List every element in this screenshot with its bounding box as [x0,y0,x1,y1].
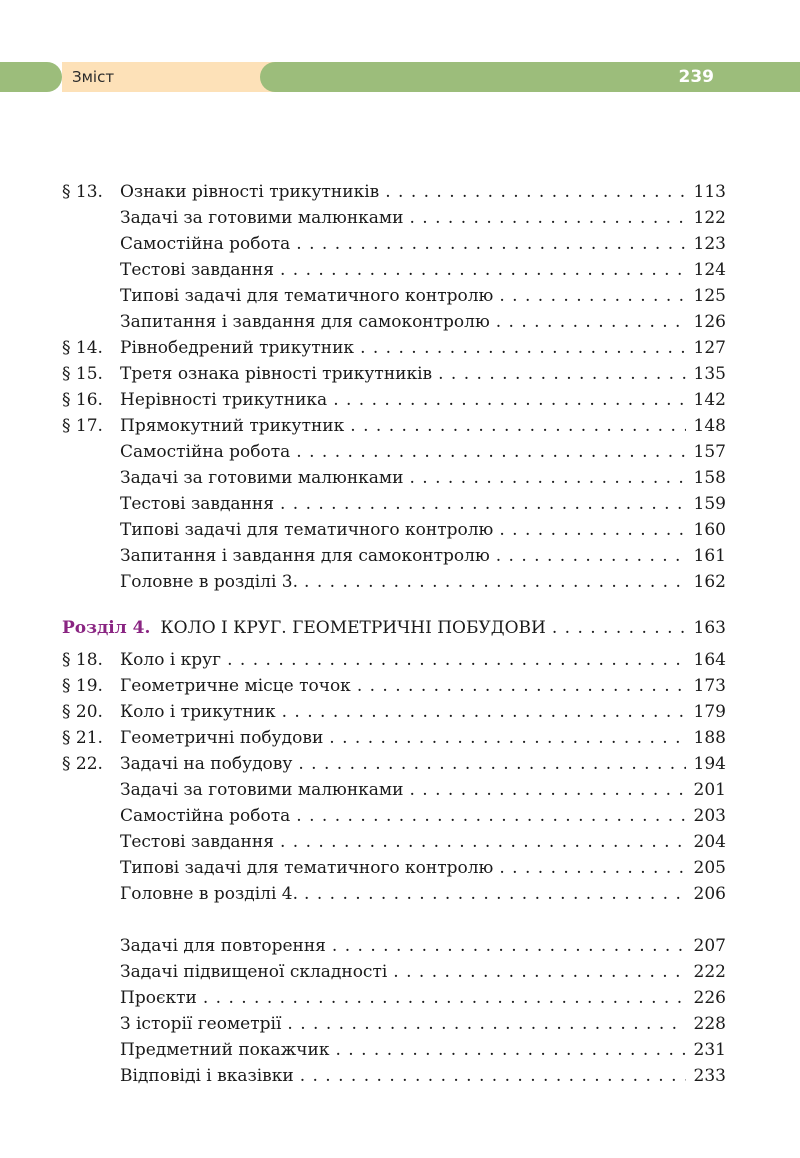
toc-entry[interactable] [62,517,726,543]
dot-leader [280,257,686,283]
entry-page: 148 [693,416,726,436]
entry-page: 194 [693,754,726,774]
toc-entry[interactable] [62,205,726,231]
entry-title: Тестові завдання [120,832,274,852]
section-number: § 14. [62,338,103,358]
entry-page: 135 [693,364,726,384]
dot-leader [409,465,686,491]
dot-leader [296,231,686,257]
entry-title: Тестові завдання [120,260,274,280]
entry-title: Відповіді і вказівки [120,1066,294,1086]
entry-page: 126 [693,312,726,332]
dot-leader [304,569,686,595]
entry-title: Типові задачі для тематичного контролю [120,520,494,540]
dot-leader [409,777,686,803]
dot-leader [496,309,686,335]
section-number: § 19. [62,676,103,696]
toc-entry[interactable] [62,179,726,205]
toc-entry[interactable] [62,491,726,517]
section-number: § 22. [62,754,103,774]
chapter-title: КОЛО І КРУГ. ГЕОМЕТРИЧНІ ПОБУДОВИ [160,618,546,638]
dot-leader [438,361,686,387]
toc-entry[interactable] [62,413,726,439]
header-title: Зміст [72,68,115,86]
entry-title: Нерівності трикутника [120,390,328,410]
entry-title: Задачі підвищеної складності [120,962,388,982]
entry-page: 123 [693,234,726,254]
entry-title: Задачі за готовими малюнками [120,468,404,488]
toc-entry[interactable] [62,855,726,881]
entry-page: 179 [693,702,726,722]
entry-title: Геометричні побудови [120,728,324,748]
entry-page: 226 [693,988,726,1008]
section-number: § 16. [62,390,103,410]
entry-page: 160 [693,520,726,540]
header-right-band [260,62,800,92]
chapter-page: 163 [693,618,726,638]
toc-entry[interactable] [62,361,726,387]
dot-leader [280,829,686,855]
section-number: § 13. [62,182,103,202]
toc-entry[interactable] [62,1037,726,1063]
section-number: § 21. [62,728,103,748]
entry-page: 113 [693,182,726,202]
entry-title: Задачі для повторення [120,936,326,956]
entry-title: Запитання і завдання для самоконтролю [120,312,490,332]
toc-entry[interactable] [62,647,726,673]
header-left-tab [0,62,62,92]
dot-leader [296,803,686,829]
toc-entry[interactable] [62,335,726,361]
toc-entry[interactable] [62,751,726,777]
entry-page: 127 [693,338,726,358]
toc-entry[interactable] [62,569,726,595]
toc-entry[interactable] [62,881,726,907]
entry-title: Задачі на побудову [120,754,293,774]
toc-entry[interactable] [62,543,726,569]
entry-title: Задачі за готовими малюнками [120,780,404,800]
toc-entry[interactable] [62,231,726,257]
entry-page: 142 [693,390,726,410]
page-number: 239 [678,67,714,87]
entry-title: Прямокутний трикутник [120,416,345,436]
entry-title: Коло і трикутник [120,702,276,722]
entry-page: 164 [693,650,726,670]
toc-entry[interactable] [62,673,726,699]
entry-title: Тестові завдання [120,494,274,514]
entry-title: Головне в розділі 4. [120,884,299,904]
toc-entry[interactable] [62,699,726,725]
toc-entry[interactable] [62,803,726,829]
entry-title: Геометричне місце точок [120,676,351,696]
dot-leader [329,725,686,751]
entry-title: Типові задачі для тематичного контролю [120,858,494,878]
toc-group-3 [62,933,726,1089]
dot-leader [282,699,686,725]
dot-leader [499,283,686,309]
dot-leader [332,933,686,959]
dot-leader [496,543,686,569]
entry-page: 122 [693,208,726,228]
dot-leader [499,855,686,881]
entry-title: З історії геометрії [120,1014,282,1034]
entry-title: Самостійна робота [120,234,291,254]
dot-leader [227,647,686,673]
toc-entry[interactable] [62,829,726,855]
toc-entry[interactable] [62,309,726,335]
entry-title: Рівнобедрений трикутник [120,338,355,358]
entry-title: Задачі за готовими малюнками [120,208,404,228]
dot-leader [333,387,686,413]
section-number: § 15. [62,364,103,384]
table-of-contents [62,179,726,1089]
entry-title: Третя ознака рівності трикутників [120,364,433,384]
toc-entry[interactable] [62,439,726,465]
entry-title: Головне в розділі 3. [120,572,299,592]
toc-group-2 [62,647,726,907]
entry-page: 162 [693,572,726,592]
toc-entry[interactable] [62,283,726,309]
dot-leader [552,615,686,641]
toc-entry[interactable] [62,777,726,803]
dot-leader [499,517,686,543]
toc-entry[interactable] [62,465,726,491]
dot-leader [360,335,686,361]
entry-page: 203 [693,806,726,826]
section-number: § 18. [62,650,103,670]
entry-page: 206 [693,884,726,904]
entry-page: 125 [693,286,726,306]
entry-title: Самостійна робота [120,806,291,826]
toc-entry[interactable] [62,725,726,751]
section-number: § 20. [62,702,103,722]
entry-page: 222 [693,962,726,982]
entry-title: Проєкти [120,988,197,1008]
dot-leader [304,881,686,907]
section-number: § 17. [62,416,103,436]
entry-page: 228 [693,1014,726,1034]
dot-leader [393,959,686,985]
toc-entry[interactable] [62,933,726,959]
dot-leader [409,205,686,231]
entry-page: 161 [693,546,726,566]
entry-page: 204 [693,832,726,852]
entry-page: 233 [693,1066,726,1086]
toc-entry[interactable] [62,985,726,1011]
entry-page: 159 [693,494,726,514]
entry-page: 201 [693,780,726,800]
entry-page: 207 [693,936,726,956]
entry-page: 173 [693,676,726,696]
toc-entry[interactable] [62,1063,726,1089]
entry-page: 157 [693,442,726,462]
dot-leader [300,1063,686,1089]
toc-entry[interactable] [62,1011,726,1037]
toc-entry[interactable] [62,959,726,985]
toc-entry[interactable] [62,257,726,283]
entry-page: 231 [693,1040,726,1060]
dot-leader [357,673,686,699]
dot-leader [350,413,686,439]
dot-leader [335,1037,686,1063]
entry-page: 124 [693,260,726,280]
entry-page: 188 [693,728,726,748]
entry-title: Ознаки рівності трикутників [120,182,380,202]
entry-title: Самостійна робота [120,442,291,462]
entry-page: 158 [693,468,726,488]
entry-title: Запитання і завдання для самоконтролю [120,546,490,566]
dot-leader [298,751,686,777]
toc-group-1 [62,179,726,595]
dot-leader [280,491,686,517]
dot-leader [203,985,686,1011]
chapter-label: Розділ 4. [62,618,151,638]
entry-title: Коло і круг [120,650,222,670]
toc-chapter-4[interactable] [62,615,726,641]
toc-entry[interactable] [62,387,726,413]
entry-page: 205 [693,858,726,878]
dot-leader [296,439,686,465]
entry-title: Предметний покажчик [120,1040,330,1060]
dot-leader [287,1011,686,1037]
entry-title: Типові задачі для тематичного контролю [120,286,494,306]
dot-leader [385,179,686,205]
